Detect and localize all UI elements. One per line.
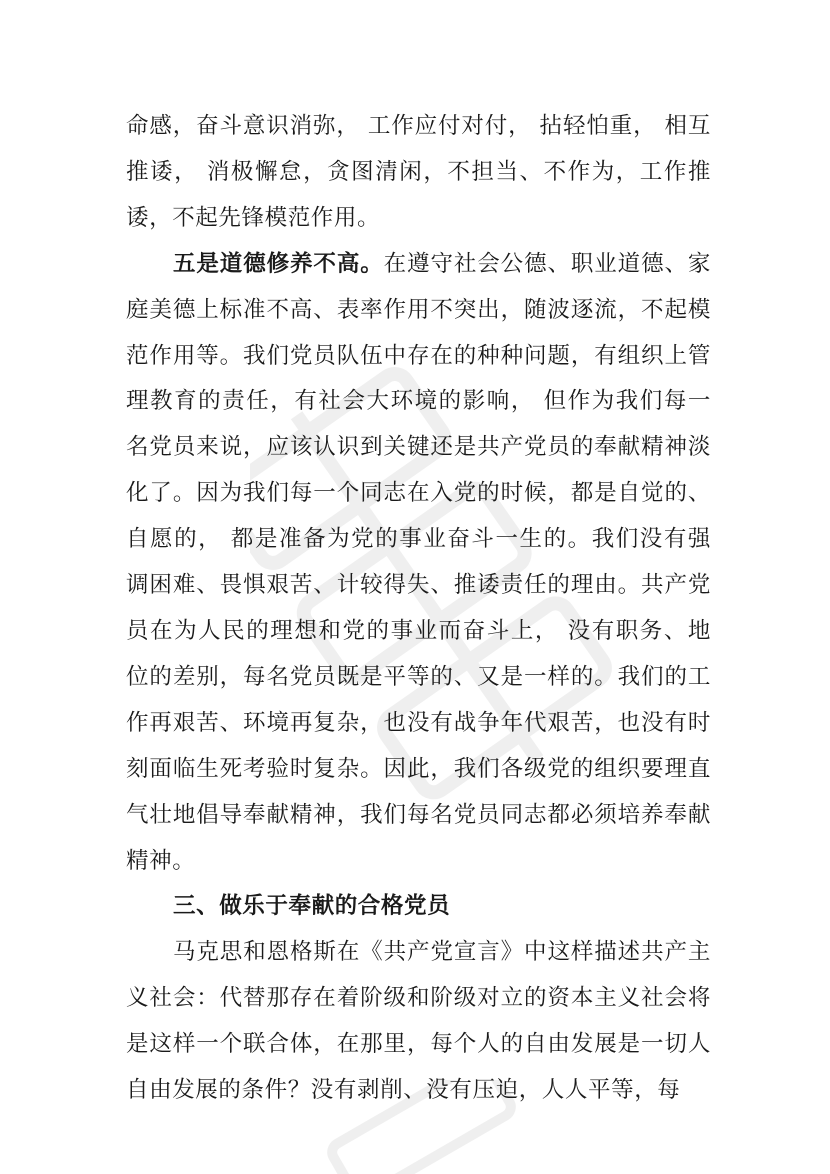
paragraph-text: 在遵守社会公德、职业道德、家庭美德上标准不高、表率作用不突出，随波逐流，不起模范作用等。我们党员队伍中存在的种种问题，有组织上管理教育的责任，有社会大环境的影响， 但作为我们每一名党员来说，应该认识到关键还是共产党员的奉献精神淡化了。因为我们每一个同志在入党的时候，都是自觉的、自愿的， 都是准备为党的事业奋斗一生的。我们没有强调困难、畏惧艰苦、计较得失、推诿责任的理由。共产党员在为人民的理想和党的事业而奋斗上， 没有职务、地位的差别，每名党员既是平等的、又是一样的。我们的工作再艰苦、环境再复杂，也没有战争年代艰苦，也没有时刻面临生死考验时复杂。因此，我们各级党的组织要理直气壮地倡导奉献精神，我们每名党员同志都必须培养奉献精神。	[126, 250, 711, 874]
document-body	[126, 104, 711, 1114]
body-paragraph	[126, 242, 711, 885]
body-paragraph	[126, 104, 711, 242]
body-paragraph	[126, 930, 711, 1114]
paragraph-text: 马克思和恩格斯在《共产党宣言》中这样描述共产主义社会：代替那存在着阶级和阶级对立的资本主义社会将是这样一个联合体，在那里，每个人的自由发展是一切人自由发展的条件？没有剥削、没有压迫，人人平等，每	[126, 939, 711, 1104]
paragraph-lead: 五是道德修养不高。	[173, 250, 384, 277]
section-heading: 三、做乐于奉献的合格党员	[173, 893, 451, 920]
paragraph-text: 命感，奋斗意识消弥， 工作应付对付， 拈轻怕重， 相互推诿， 消极懈怠，贪图清闲，不担当、不作为，工作推诿，不起先锋模范作用。	[126, 113, 711, 231]
